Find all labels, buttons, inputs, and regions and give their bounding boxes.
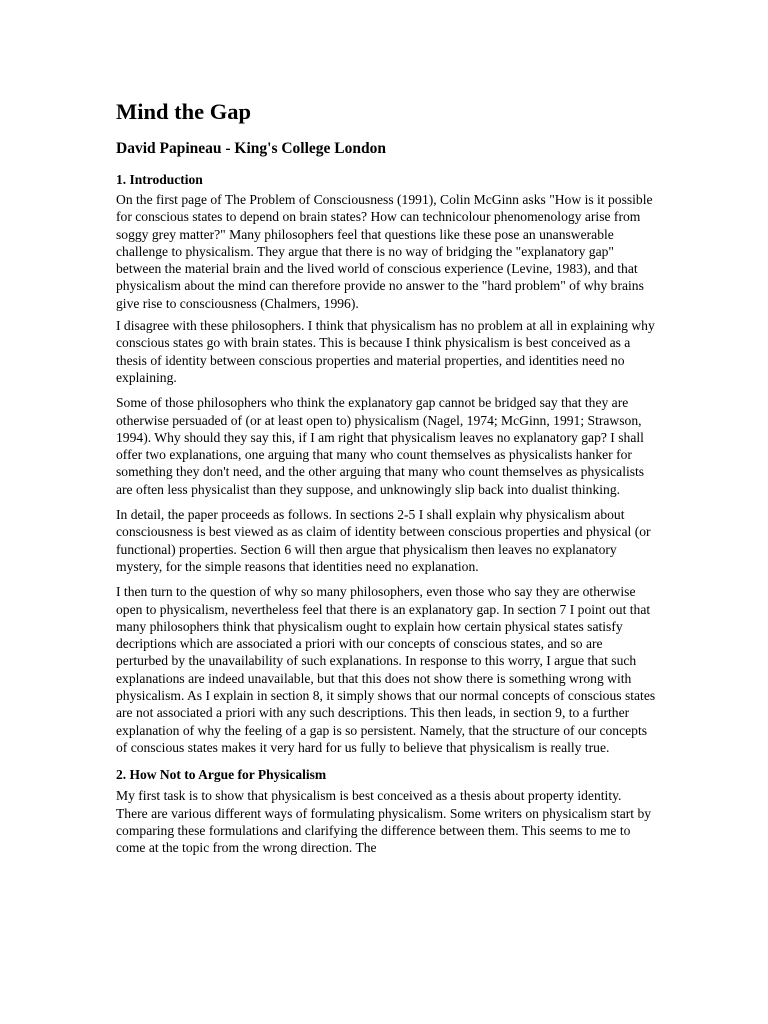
paragraph-intro-5: I then turn to the question of why so many philosophers, even those who say they are otherwise open to physicalism, nevertheless feel that there is an explanatory gap. In section 7 I point out that many philosophers think that physicalism ought to explain how certain physical states satisfy decriptions which are associated a priori with our concepts of conscious states, and so are perturbed by the unavailability of such explanations. In response to this worry, I argue that such explanations are indeed unavailable, but that this does not show there is something wrong with physicalism. As I explain in section 8, it simply shows that our normal concepts of conscious states are not associated a priori with any such descriptions. This then leads, in section 9, to a further explanation of why the feeling of a gap is so persistent. Namely, that the structure of our concepts of conscious states makes it very hard for us fully to believe that physicalism is really true.: [116, 584, 656, 755]
section-heading-how-not-to-argue: 2. How Not to Argue for Physicalism: [116, 767, 327, 783]
paragraph-intro-3: Some of those philosophers who think the explanatory gap cannot be bridged say that they are otherwise persuaded of (or at least open to) physicalism (Nagel, 1974; McGinn, 1991; Strawson, 1994). Why should they say this, if I am right that physicalism leaves no explanatory gap? I shall offer two explanations, one arguing that many who count themselves as physicalists hanker for something they don't need, and the other arguing that many who count themselves as physicalists are often less physicalist than they suppose, and unknowingly slip back into dualist thinking.: [116, 395, 645, 497]
document-title: Mind the Gap: [116, 99, 252, 124]
author-line: David Papineau - King's College London: [116, 140, 387, 157]
paragraph-intro-1: On the first page of The Problem of Consciousness (1991), Colin McGinn asks "How is it possible for conscious states to depend on brain states? How can technicolour phenomenology arise from soggy grey matter?" Many philosophers feel that questions like these pose an unanswerable challenge to physicalism. They argue that there is no way of bridging the "explanatory gap" between the material brain and the lived world of conscious experience (Levine, 1983), and that physicalism about the mind can therefore provide no answer to the "hard problem" of why brains give rise to consciousness (Chalmers, 1996).: [116, 192, 653, 311]
paragraph-section2-1: My first task is to show that physicalism is best conceived as a thesis about property identity. There are various different ways of formulating physicalism. Some writers on physicalism start by comparing these formulations and clarifying the difference between them. This seems to me to come at the topic from the wrong direction. The: [116, 788, 652, 856]
paragraph-intro-2: I disagree with these philosophers. I think that physicalism has no problem at all in explaining why conscious states go with brain states. This is because I think physicalism is best conceived as a thesis of identity between conscious properties and material properties, and identities need no explaining.: [116, 318, 655, 385]
section-heading-introduction: 1. Introduction: [116, 172, 203, 187]
document-page: [116, 98, 656, 856]
paragraph-intro-4: In detail, the paper proceeds as follows. In sections 2-5 I shall explain why physicalism about consciousness is best viewed as as claim of identity between conscious properties and physical (or functional) properties. Section 6 will then argue that physicalism then leaves no explanatory mystery, for the simple reasons that identities need no explanation.: [116, 507, 651, 574]
